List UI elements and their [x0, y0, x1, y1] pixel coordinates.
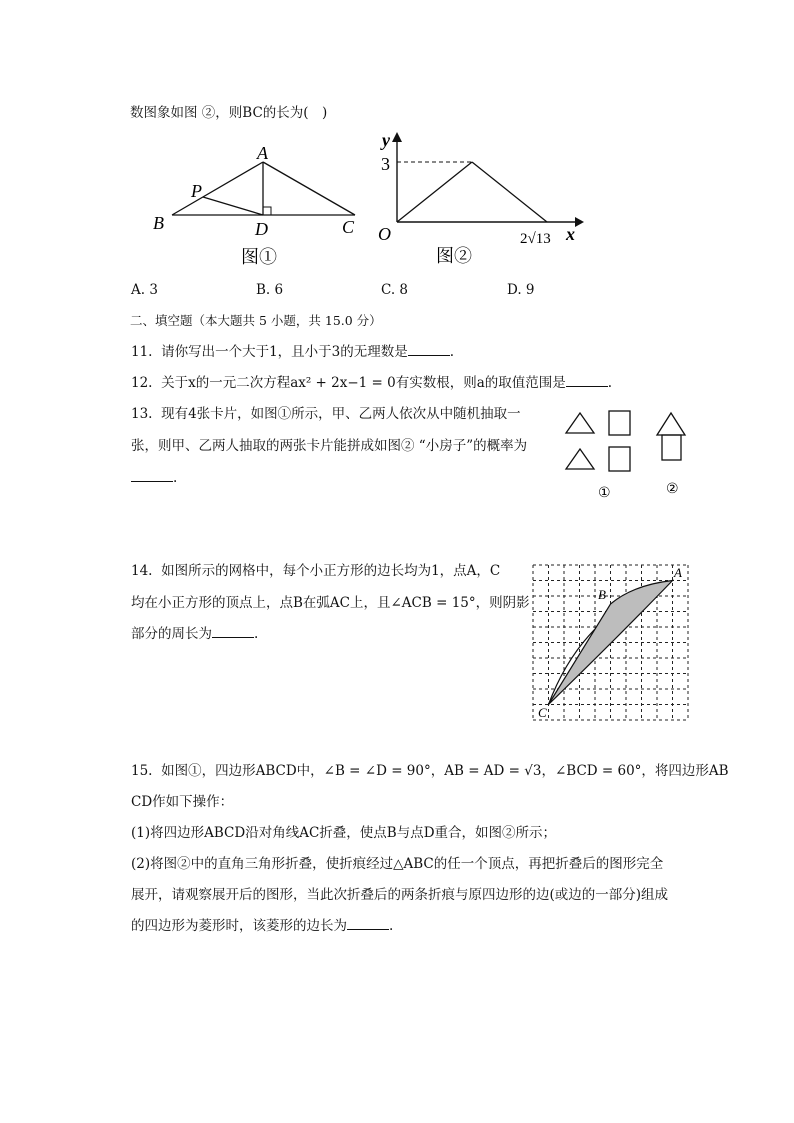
question-15-line-4: (2)将图②中的直角三角形折叠，使折痕经过△ABC的任一个顶点，再把折叠后的图形完全: [131, 856, 664, 872]
answer-blank[interactable]: [408, 343, 450, 356]
label-three: 3: [381, 154, 390, 174]
question-14-line-3: [131, 625, 258, 643]
label-p: P: [191, 181, 202, 201]
q10-figure-2: [370, 128, 585, 270]
label-a: A: [674, 565, 682, 580]
axis-label-y: y: [382, 130, 390, 150]
x-axis-arrow: [575, 217, 584, 227]
q10-figure-1: [145, 135, 370, 270]
y-axis-arrow: [392, 132, 402, 142]
figure-2-caption: 图②: [436, 246, 472, 266]
label-b: B: [153, 213, 164, 233]
house-body: [662, 435, 681, 460]
question-15-line-1: [131, 762, 729, 780]
option-d[interactable]: D. 9: [507, 282, 535, 298]
segment-ac: [263, 162, 355, 215]
label-a: A: [257, 143, 268, 163]
segment-ba: [172, 162, 263, 215]
segment-pd: [203, 197, 263, 215]
triangle-card-1: [566, 413, 594, 433]
label-c: C: [538, 705, 547, 720]
answer-blank[interactable]: [566, 374, 608, 387]
figure-label-1: ①: [598, 485, 611, 501]
question-15-number: 15.: [131, 763, 153, 779]
question-15-line-5: 展开，请观察展开后的图形，当此次折叠后的两条折痕与原四边形的边(或边的一部分)组成: [131, 887, 669, 903]
answer-blank[interactable]: [212, 625, 254, 638]
option-c[interactable]: C. 8: [381, 282, 409, 298]
figure-1-caption: 图①: [241, 247, 277, 267]
graph-rising: [397, 162, 472, 222]
question-14-text-1: 如图所示的网格中，每个小正方形的边长均为1，点A，C: [161, 563, 501, 579]
label-c: C: [342, 217, 355, 237]
question-12: [131, 374, 612, 392]
question-11-text: 请你写出一个大于1，且小于3的无理数是: [161, 344, 408, 360]
answer-blank[interactable]: [131, 469, 173, 482]
house-roof: [657, 413, 685, 435]
right-angle-mark: [263, 207, 271, 215]
label-x-value: 2√13: [520, 231, 551, 247]
question-14-line-1: [131, 562, 500, 580]
question-15-end: .: [389, 918, 394, 934]
question-15-text-1: 如图①，四边形ABCD中，∠B = ∠D = 90°，AB = AD = √3，∠BCD = 60°，将四边形AB: [161, 763, 729, 779]
question-14-number: 14.: [131, 563, 153, 579]
question-13-number: 13.: [131, 406, 153, 422]
question-11-end: .: [449, 344, 455, 360]
question-15-line-6: [131, 917, 393, 935]
question-15-text-6: 的四边形为菱形时，该菱形的边长为: [131, 918, 347, 934]
axis-label-x: x: [566, 224, 575, 244]
question-14-text-3: 部分的周长为: [131, 626, 212, 642]
question-13-line-1: [131, 405, 521, 423]
question-13-line-3: [131, 469, 177, 487]
option-a[interactable]: A. 3: [131, 282, 158, 298]
triangle-card-2: [566, 449, 594, 469]
question-12-end: .: [607, 375, 613, 391]
question-13-end: .: [173, 470, 178, 486]
question-14-end: .: [254, 626, 259, 642]
question-11-number: 11.: [131, 344, 153, 360]
square-card-2: [609, 447, 630, 471]
q10-tail-text: 数图象如图 ②，则BC的长为( ): [130, 105, 328, 121]
question-15-line-2: CD作如下操作：: [131, 794, 234, 810]
section-title: 二、填空题（本大题共 5 小题，共 15.0 分）: [130, 313, 382, 328]
label-b: B: [598, 587, 606, 602]
question-11: [131, 343, 454, 361]
q13-cards-figure: [560, 405, 700, 505]
question-13-text-1: 现有4张卡片，如图①所示，甲、乙两人依次从中随机抽取一: [161, 406, 521, 422]
question-14-line-2: 均在小正方形的顶点上，点B在弧AC上，且∠ACB = 15°，则阴影: [131, 595, 530, 611]
question-15-line-3: (1)将四边形ABCD沿对角线AC折叠，使点B与点D重合，如图②所示；: [131, 825, 557, 841]
figure-label-2: ②: [666, 481, 679, 497]
label-d: D: [255, 219, 268, 239]
question-13-line-2: 张，则甲、乙两人抽取的两张卡片能拼成如图② “小房子”的概率为: [131, 438, 528, 454]
answer-blank[interactable]: [347, 917, 389, 930]
question-12-number: 12.: [131, 375, 153, 391]
square-card-1: [609, 411, 630, 435]
question-12-text: 关于x的一元二次方程ax² + 2x−1 = 0有实数根，则a的取值范围是: [161, 375, 566, 391]
label-origin: O: [378, 224, 391, 244]
option-b[interactable]: B. 6: [256, 282, 284, 298]
graph-falling: [472, 162, 547, 222]
q14-grid-figure: [528, 560, 696, 726]
